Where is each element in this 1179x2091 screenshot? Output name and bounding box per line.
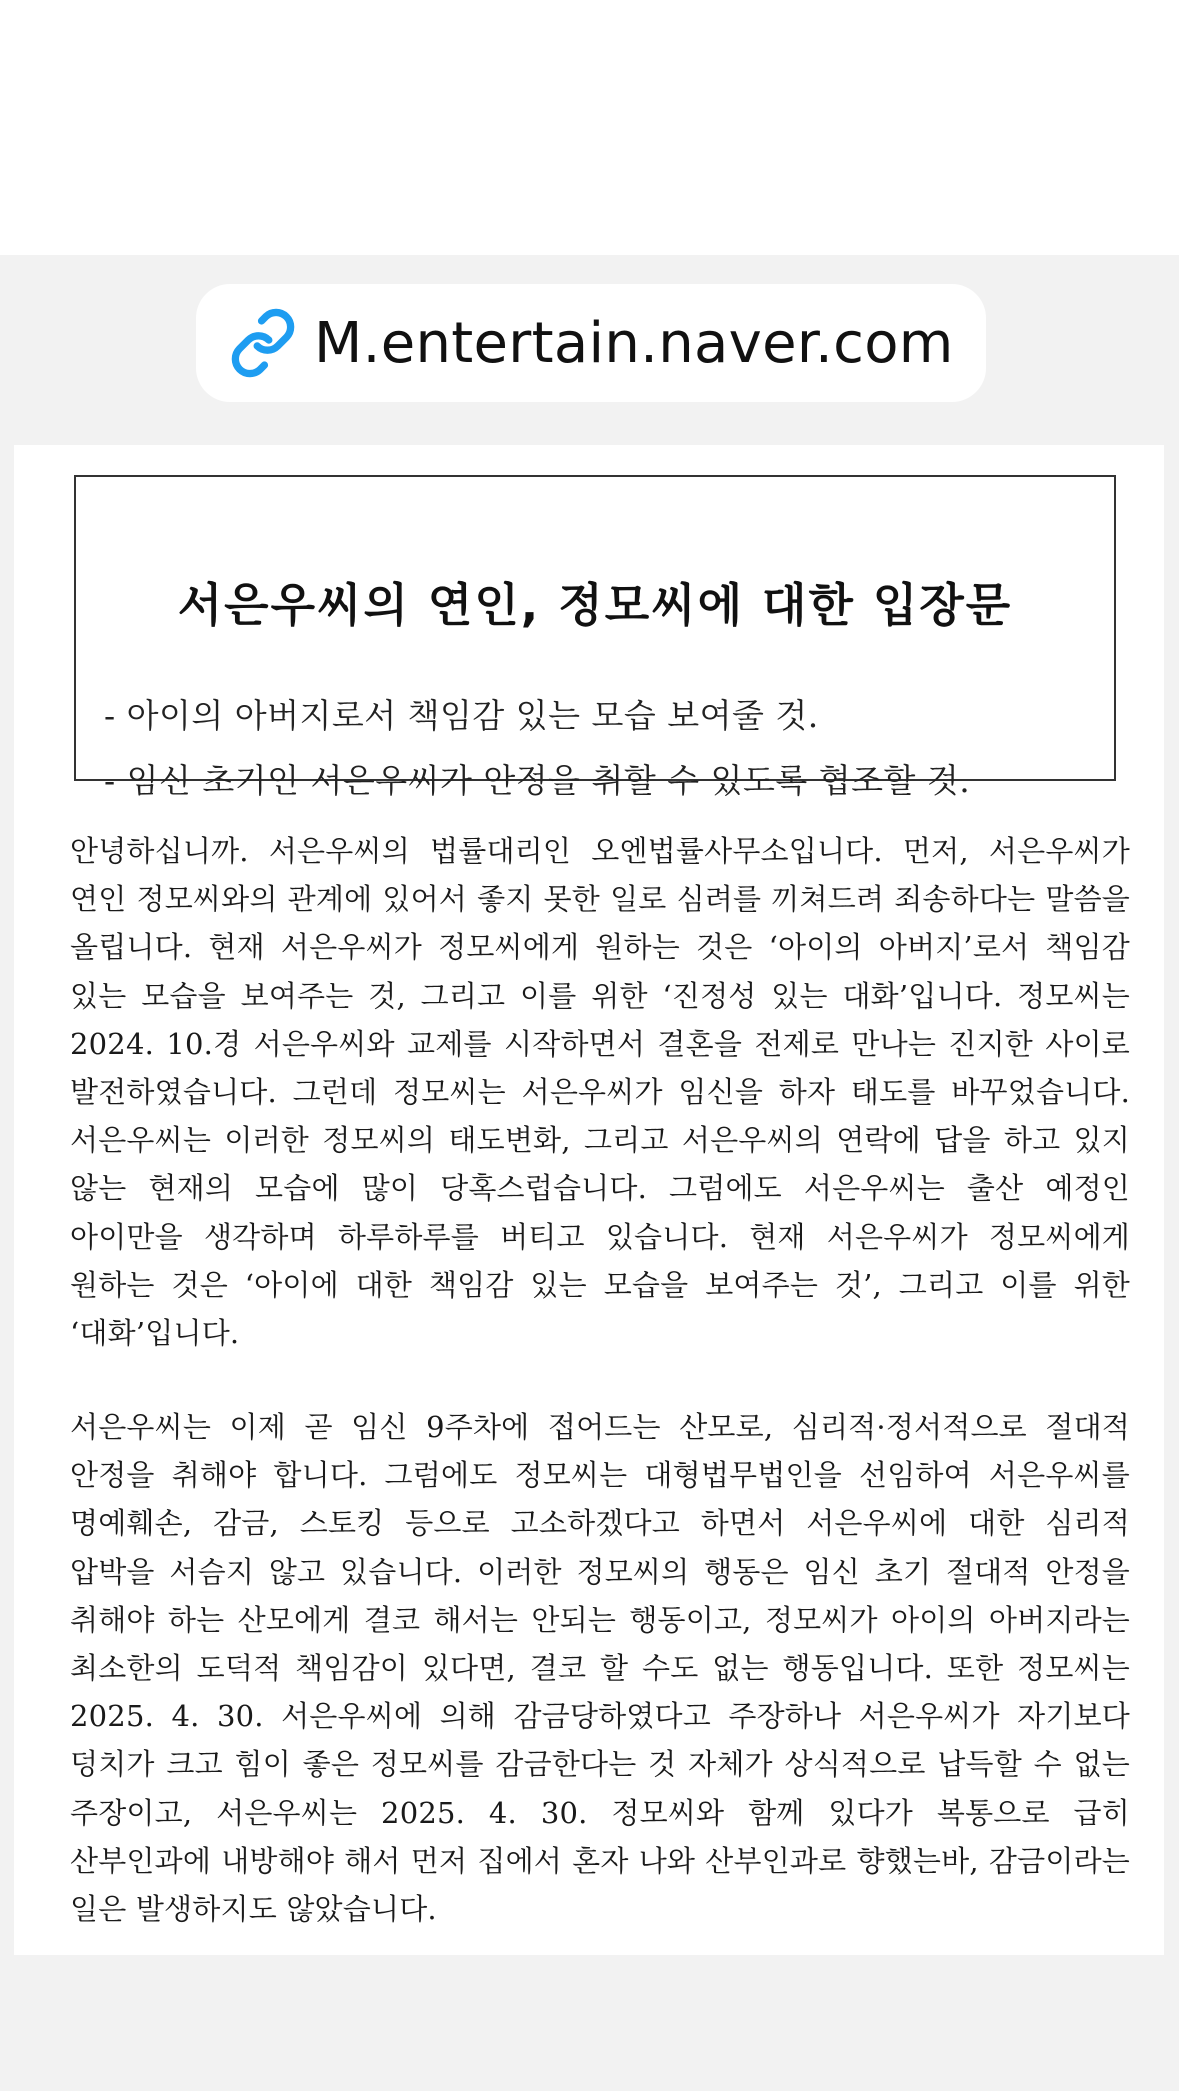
body-paragraph: 안녕하십니까. 서은우씨의 법률대리인 오엔법률사무소입니다. 먼저, 서은우씨가 연인 정모씨와의 관계에 있어서 좋지 못한 일로 심려를 끼쳐드려 죄송하다는 말씀을 올립니다. 현재 서은우씨가 정모씨에게 원하는 것은 ‘아이의 아버지’로서 책임감 있는 모습을 보여주는 것, 그리고 이를 위한 ‘진정성 있는 대화’입니다. 정모씨는 2024. 10.경 서은우씨와 교제를 시작하면서 결혼을 전제로 만나는 진지한 사이로 발전하였습니다. 그런데 정모씨는 서은우씨가 임신을 하자 태도를 바꾸었습니다. 서은우씨는 이러한 정모씨의 태도변화, 그리고 서은우씨의 연락에 답을 하고 있지 않는 현재의 모습에 많이 당혹스럽습니다. 그럼에도 서은우씨는 출산 예정인 아이만을 생각하며 하루하루를 버티고 있습니다. 현재 서은우씨가 정모씨에게 원하는 것은 ‘아이에 대한 책임감 있는 모습을 보여주는 것’, 그리고 이를 위한 ‘대화’입니다.	[70, 834, 1130, 1351]
statement-document	[14, 445, 1164, 1955]
summary-bullet: - 아이의 아버지로서 책임감 있는 모습 보여줄 것.	[104, 696, 819, 735]
document-title: 서은우씨의 연인, 정모씨에 대한 입장문	[177, 578, 1013, 632]
link-url-text: M.entertain.naver.com	[314, 310, 954, 376]
link-sticker[interactable]	[196, 284, 986, 402]
link-icon	[228, 308, 298, 378]
top-blank-area	[0, 0, 1179, 255]
title-box	[74, 475, 1116, 800]
body-paragraph: 서은우씨는 이제 곧 임신 9주차에 접어드는 산모로, 심리적·정서적으로 절대적 안정을 취해야 합니다. 그럼에도 정모씨는 대형법무법인을 선임하여 서은우씨를 명예훼손, 감금, 스토킹 등으로 고소하겠다고 하면서 서은우씨에 대한 심리적 압박을 서슴지 않고 있습니다. 이러한 정모씨의 행동은 임신 초기 절대적 안정을 취해야 하는 산모에게 결코 해서는 안되는 행동이고, 정모씨가 아이의 아버지라는 최소한의 도덕적 책임감이 있다면, 결코 할 수도 없는 행동입니다. 또한 정모씨는 2025. 4. 30. 서은우씨에 의해 감금당하였다고 주장하나 서은우씨가 자기보다 덩치가 크고 힘이 좋은 정모씨를 감금한다는 것 자체가 상식적으로 납득할 수 없는 주장이고, 서은우씨는 2025. 4. 30. 정모씨와 함께 있다가 복통으로 급히 산부인과에 내방해야 해서 먼저 집에서 혼자 나와 산부인과로 향했는바, 감금이라는 일은 발생하지도 않았습니다.	[70, 1410, 1130, 1927]
summary-bullet: - 임신 초기인 서은우씨가 안정을 취할 수 있도록 협조할 것.	[104, 761, 971, 800]
